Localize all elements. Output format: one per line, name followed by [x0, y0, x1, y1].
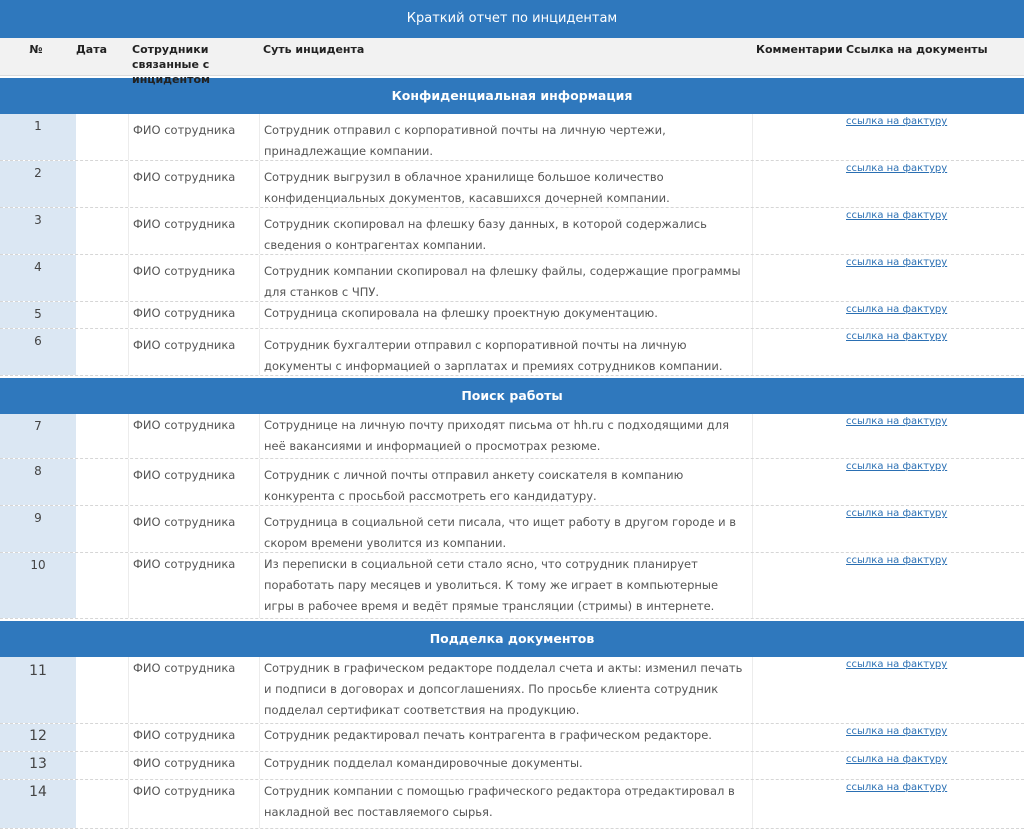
table-row — [0, 161, 1024, 208]
row-employee: ФИО сотрудника — [128, 414, 259, 458]
row-comment — [752, 724, 842, 751]
row-document-link-cell — [842, 302, 1024, 328]
row-date — [76, 255, 128, 301]
row-number: 3 — [0, 208, 76, 254]
row-date — [76, 657, 128, 723]
row-essence: Сотрудник компании с помощью графического редактора отредактировал в накладной вес поставляемого сырья. — [259, 780, 752, 828]
row-essence: Сотрудник с личной почты отправил анкету соискателя в компанию конкурента с просьбой рассмотреть его кандидатуру. — [259, 459, 752, 505]
row-number: 6 — [0, 329, 76, 375]
row-date — [76, 208, 128, 254]
row-number: 10 — [0, 553, 76, 618]
table-row — [0, 414, 1024, 459]
table-row — [0, 459, 1024, 506]
row-number: 5 — [0, 302, 76, 328]
column-header-comments: Комментарии — [756, 43, 843, 56]
row-date — [76, 161, 128, 207]
document-link[interactable]: ссылка на фактуру — [846, 210, 948, 221]
row-document-link-cell — [842, 752, 1024, 779]
column-header-essence: Суть инцидента — [263, 43, 365, 56]
document-link[interactable]: ссылка на фактуру — [846, 461, 948, 472]
row-employee: ФИО сотрудника — [128, 780, 259, 828]
row-comment — [752, 657, 842, 723]
document-link[interactable]: ссылка на фактуру — [846, 754, 948, 765]
row-date — [76, 752, 128, 779]
report-title: Краткий отчет по инцидентам — [0, 0, 1024, 38]
row-comment — [752, 780, 842, 828]
row-essence: Из переписки в социальной сети стало ясно, что сотрудник планирует поработать пару месяцев и уволиться. К тому же играет в компьютерные игры в рабочее время и ведёт прямые трансляции (стримы) в интернете. — [259, 553, 752, 618]
row-essence: Сотрудник подделал командировочные документы. — [259, 752, 752, 779]
row-document-link-cell — [842, 553, 1024, 618]
document-link[interactable]: ссылка на фактуру — [846, 508, 948, 519]
row-document-link-cell — [842, 329, 1024, 375]
row-document-link-cell — [842, 161, 1024, 207]
row-comment — [752, 752, 842, 779]
row-number: 1 — [0, 114, 76, 160]
row-essence: Сотрудница в социальной сети писала, что ищет работу в другом городе и в скором времени уволится из компании. — [259, 506, 752, 552]
row-comment — [752, 553, 842, 618]
row-comment — [752, 459, 842, 505]
row-number: 11 — [0, 657, 76, 723]
row-essence: Сотрудник выгрузил в облачное хранилище большое количество конфиденциальных документов, касавшихся дочерней компании. — [259, 161, 752, 207]
section-title: Конфиденциальная информация — [0, 76, 1024, 114]
row-date — [76, 302, 128, 328]
row-employee: ФИО сотрудника — [128, 752, 259, 779]
row-date — [76, 724, 128, 751]
row-number: 9 — [0, 506, 76, 552]
row-essence: Сотрудник в графическом редакторе подделал счета и акты: изменил печать и подписи в договорах и допсоглашениях. По просьбе клиента сотрудник подделал сертификат соответствия на продукцию. — [259, 657, 752, 723]
document-link[interactable]: ссылка на фактуру — [846, 116, 948, 127]
row-employee: ФИО сотрудника — [128, 208, 259, 254]
row-date — [76, 329, 128, 375]
row-number: 2 — [0, 161, 76, 207]
table-row — [0, 208, 1024, 255]
document-link[interactable]: ссылка на фактуру — [846, 659, 948, 670]
row-comment — [752, 506, 842, 552]
row-employee: ФИО сотрудника — [128, 506, 259, 552]
document-link[interactable]: ссылка на фактуру — [846, 331, 948, 342]
table-header — [0, 38, 1024, 86]
table-row — [0, 114, 1024, 161]
row-date — [76, 114, 128, 160]
document-link[interactable]: ссылка на фактуру — [846, 416, 948, 427]
row-essence: Сотрудник скопировал на флешку базу данных, в которой содержались сведения о контрагентах компании. — [259, 208, 752, 254]
row-employee: ФИО сотрудника — [128, 657, 259, 723]
table-row — [0, 506, 1024, 553]
table-row — [0, 657, 1024, 724]
row-date — [76, 780, 128, 828]
document-link[interactable]: ссылка на фактуру — [846, 304, 948, 315]
column-header-date: Дата — [76, 43, 108, 56]
document-link[interactable]: ссылка на фактуру — [846, 726, 948, 737]
row-employee: ФИО сотрудника — [128, 255, 259, 301]
document-link[interactable]: ссылка на фактуру — [846, 163, 948, 174]
row-number: 13 — [0, 752, 76, 779]
row-document-link-cell — [842, 724, 1024, 751]
row-document-link-cell — [842, 506, 1024, 552]
row-comment — [752, 161, 842, 207]
row-document-link-cell — [842, 459, 1024, 505]
column-header-number: № — [29, 43, 43, 56]
row-number: 8 — [0, 459, 76, 505]
row-document-link-cell — [842, 255, 1024, 301]
row-number: 12 — [0, 724, 76, 751]
column-header-employees: Сотрудники связанные с инцидентом — [132, 43, 211, 86]
row-employee: ФИО сотрудника — [128, 329, 259, 375]
column-header-documents: Ссылка на документы — [846, 43, 988, 56]
row-number: 4 — [0, 255, 76, 301]
row-date — [76, 414, 128, 458]
table-row — [0, 724, 1024, 752]
table-row — [0, 302, 1024, 329]
document-link[interactable]: ссылка на фактуру — [846, 257, 948, 268]
table-row — [0, 255, 1024, 302]
document-link[interactable]: ссылка на фактуру — [846, 782, 948, 793]
row-comment — [752, 414, 842, 458]
table-row — [0, 553, 1024, 619]
row-employee: ФИО сотрудника — [128, 161, 259, 207]
row-employee: ФИО сотрудника — [128, 724, 259, 751]
document-link[interactable]: ссылка на фактуру — [846, 555, 948, 566]
row-employee: ФИО сотрудника — [128, 459, 259, 505]
row-essence: Сотруднице на личную почту приходят письма от hh.ru с подходящими для неё вакансиями и информацией о просмотрах резюме. — [259, 414, 752, 458]
row-document-link-cell — [842, 114, 1024, 160]
row-number: 7 — [0, 414, 76, 458]
row-employee: ФИО сотрудника — [128, 553, 259, 618]
row-comment — [752, 255, 842, 301]
row-date — [76, 506, 128, 552]
row-document-link-cell — [842, 414, 1024, 458]
row-date — [76, 459, 128, 505]
table-row — [0, 329, 1024, 376]
row-document-link-cell — [842, 780, 1024, 828]
row-document-link-cell — [842, 657, 1024, 723]
row-essence: Сотрудница скопировала на флешку проектную документацию. — [259, 302, 752, 328]
row-essence: Сотрудник отправил с корпоративной почты на личную чертежи, принадлежащие компании. — [259, 114, 752, 160]
row-essence: Сотрудник редактировал печать контрагента в графическом редакторе. — [259, 724, 752, 751]
section-title: Поиск работы — [0, 376, 1024, 414]
row-date — [76, 553, 128, 618]
row-comment — [752, 329, 842, 375]
row-essence: Сотрудник компании скопировал на флешку файлы, содержащие программы для станков с ЧПУ. — [259, 255, 752, 301]
section-title: Подделка документов — [0, 619, 1024, 657]
row-essence: Сотрудник бухгалтерии отправил с корпоративной почты на личную документы с информацией о зарплатах и премиях сотрудников компании. — [259, 329, 752, 375]
table-row — [0, 780, 1024, 829]
row-number: 14 — [0, 780, 76, 828]
row-comment — [752, 114, 842, 160]
row-employee: ФИО сотрудника — [128, 114, 259, 160]
table-row — [0, 752, 1024, 780]
row-employee: ФИО сотрудника — [128, 302, 259, 328]
row-comment — [752, 208, 842, 254]
row-comment — [752, 302, 842, 328]
row-document-link-cell — [842, 208, 1024, 254]
